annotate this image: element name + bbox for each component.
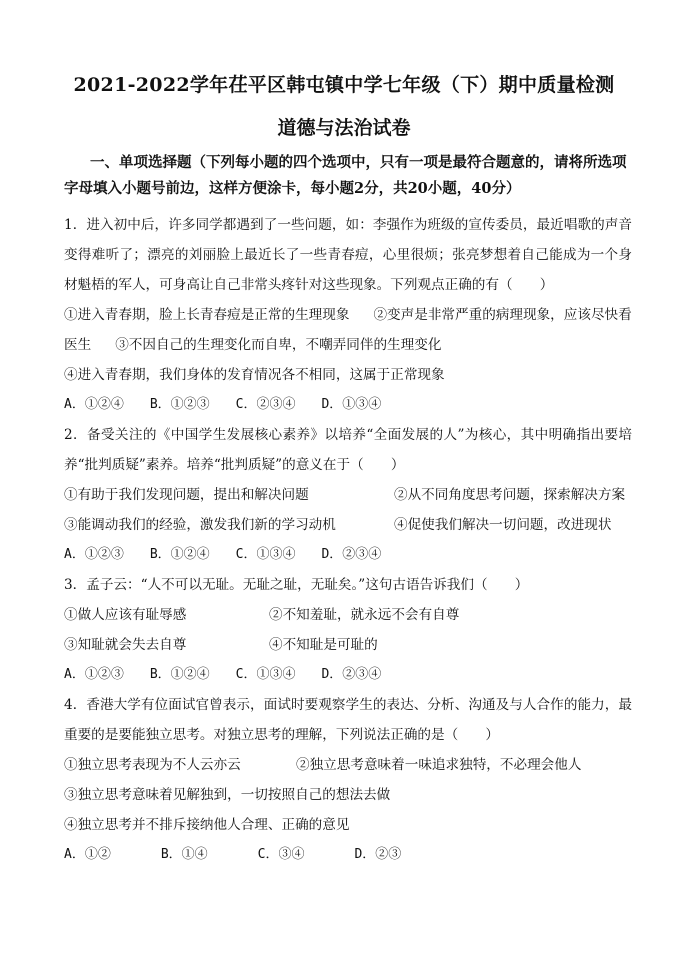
choice-b: B．①②④ <box>149 667 210 682</box>
choice-c: C．②③④ <box>235 397 296 412</box>
choice-d: D．①③④ <box>321 397 382 412</box>
question-stem: 2．备受关注的《中国学生发展核心素养》以培养“全面发展的人”为核心，其中明确指出要培养“批判质疑”素养。培养“批判质疑”的意义在于（ ） <box>64 427 632 473</box>
question-2 <box>64 420 632 570</box>
question-stem: 1．进入初中后，许多同学都遇到了一些问题，如：李强作为班级的宣传委员，最近唱歌的声音变得难听了；漂亮的刘丽脸上最近长了一些青春痘，心里很烦；张亮梦想着自己能成为一个身材魁梧的军人，可身高让自己非常头疼针对这些现象。下列观点正确的有（ ） <box>64 217 632 293</box>
choice-d: D．②③ <box>354 847 402 862</box>
statement-4: ④进入青春期，我们身体的发育情况各不相同，这属于正常现象 <box>64 367 445 383</box>
statement-3: ③不因自己的生理变化而自卑，不嘲弄同伴的生理变化 <box>115 337 442 353</box>
exam-subtitle: 道德与法治试卷 <box>277 117 411 139</box>
statement-2: ②独立思考意味着一味追求独特，不必理会他人 <box>296 757 582 773</box>
choice-d: D．②③④ <box>321 547 382 562</box>
statement-2: ②从不同角度思考问题，探索解决方案 <box>394 487 626 503</box>
answer-choices <box>64 540 632 570</box>
statement-1: ①做人应该有耻辱感 <box>64 607 187 623</box>
statement-1: ①进入青春期，脸上长青春痘是正常的生理现象 <box>64 307 350 323</box>
choice-c: C．①③④ <box>235 547 296 562</box>
choice-b: B．①④ <box>160 847 208 862</box>
choice-a: A．①②④ <box>64 397 124 412</box>
question-stem: 3．孟子云：“人不可以无耻。无耻之耻，无耻矣。”这句古语告诉我们（ ） <box>64 577 529 593</box>
question-list <box>64 210 632 870</box>
choice-c: C．③④ <box>257 847 305 862</box>
question-3 <box>64 570 632 690</box>
choice-b: B．①②③ <box>149 397 210 412</box>
question-stem: 4．香港大学有位面试官曾表示，面试时要观察学生的表达、分析、沟通及与人合作的能力，最重要的是要能独立思考。对独立思考的理解，下列说法正确的是（ ） <box>64 697 632 743</box>
statement-4: ④独立思考并不排斥接纳他人合理、正确的意见 <box>64 817 350 833</box>
statement-1: ①独立思考表现为不人云亦云 <box>64 757 241 773</box>
exam-title: 2021-2022学年茌平区韩屯镇中学七年级（下）期中质量检测 <box>73 74 615 96</box>
section-heading: 一、单项选择题（下列每小题的四个选项中，只有一项是最符合题意的，请将所选项字母填入小题号前边，这样方便涂卡，每小题2分，共20小题，40分） <box>64 154 627 197</box>
statement-3: ③独立思考意味着见解独到，一切按照自己的想法去做 <box>64 787 391 803</box>
choice-b: B．①②④ <box>149 547 210 562</box>
statement-4: ④促使我们解决一切问题，改进现状 <box>394 517 612 533</box>
statement-2: ②不知羞耻，就永远不会有自尊 <box>269 607 460 623</box>
choice-c: C．①③④ <box>235 667 296 682</box>
statement-3: ③知耻就会失去自尊 <box>64 637 187 653</box>
choice-a: A．①②③ <box>64 667 124 682</box>
answer-choices <box>64 840 632 870</box>
choice-a: A．①②③ <box>64 547 124 562</box>
question-4 <box>64 690 632 870</box>
answer-choices <box>64 660 632 690</box>
choice-d: D．②③④ <box>321 667 382 682</box>
statement-3: ③能调动我们的经验，激发我们新的学习动机 <box>64 517 336 533</box>
statement-2: ②变声是非常严重的病理现象，应该尽快看医生 <box>64 307 632 353</box>
statement-1: ①有助于我们发现问题，提出和解决问题 <box>64 487 309 503</box>
choice-a: A．①② <box>64 847 111 862</box>
answer-choices <box>64 390 632 420</box>
statement-4: ④不知耻是可耻的 <box>269 637 378 653</box>
question-1 <box>64 210 632 420</box>
